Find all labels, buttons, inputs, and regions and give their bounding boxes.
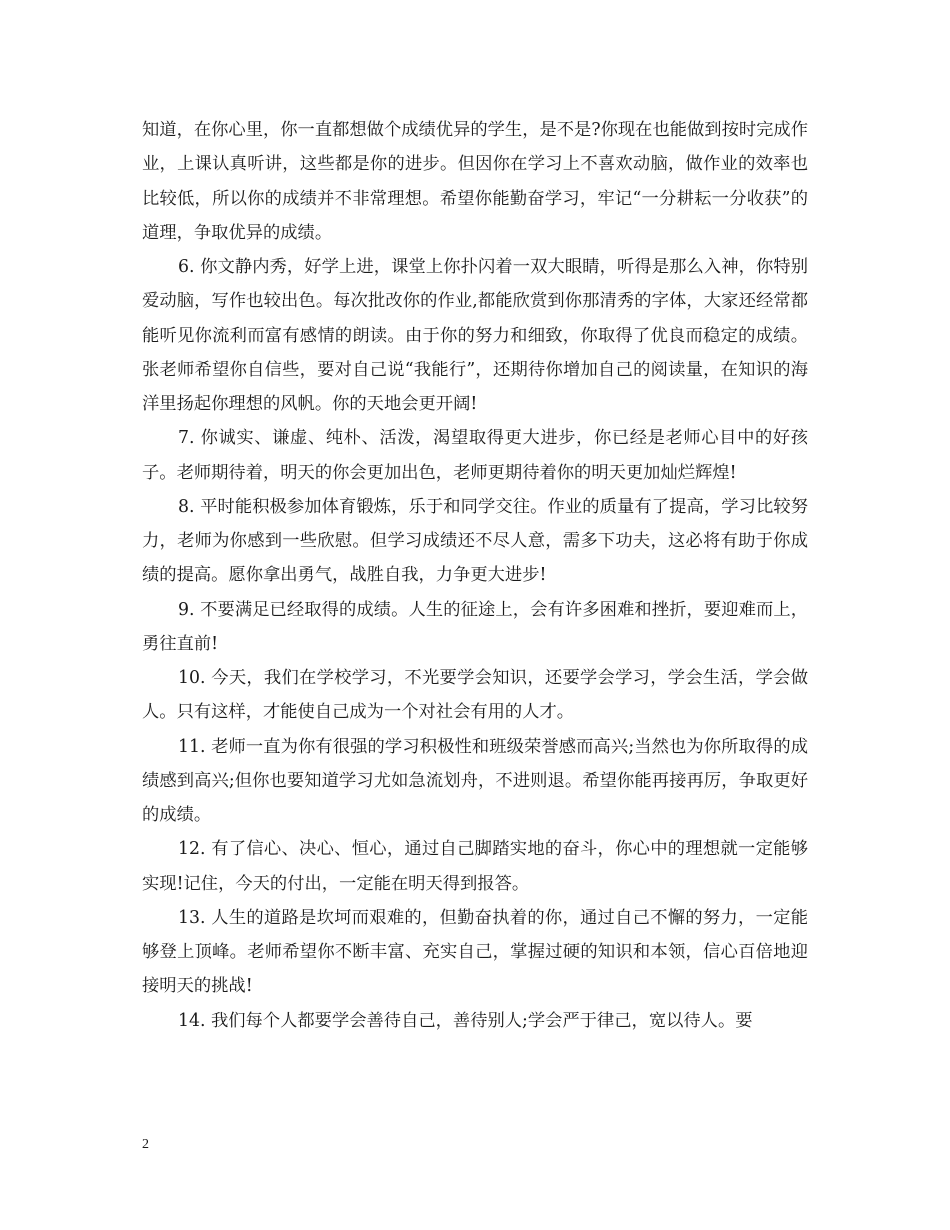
- page-number: 2: [142, 1137, 149, 1152]
- paragraph-item-10: 10. 今天，我们在学校学习，不光要学会知识，还要学会学习，学会生活，学会做人。只有这样，才能使自己成为一个对社会有用的人才。: [142, 668, 808, 723]
- paragraph-item-9: 9. 不要满足已经取得的成绩。人生的征途上，会有许多困难和挫折，要迎难而上，勇往直前!: [142, 599, 808, 654]
- paragraph-item-7: 7. 你诚实、谦虚、纯朴、活泼，渴望取得更大进步，你已经是老师心目中的好孩子。老师期待着，明天的你会更加出色，老师更期待着你的明天更加灿烂辉煌!: [142, 428, 808, 483]
- paragraph-item-11: 11. 老师一直为你有很强的学习积极性和班级荣誉感而高兴;当然也为你所取得的成绩感到高兴;但你也要知道学习尤如急流划舟，不进则退。希望你能再接再厉，争取更好的成绩。: [142, 736, 808, 825]
- paragraph-item-13: 13. 人生的道路是坎坷而艰难的，但勤奋执着的你，通过自己不懈的努力，一定能够登上顶峰。老师希望你不断丰富、充实自己，掌握过硬的知识和本领，信心百倍地迎接明天的挑战!: [142, 907, 808, 997]
- paragraph-item-6: 6. 你文静内秀，好学上进，课堂上你扑闪着一双大眼睛，听得是那么入神，你特别爱动脑，写作也较出色。每次批改你的作业,都能欣赏到你那清秀的字体，大家还经常都能听见你流利而富有感情的朗读。由于你的努力和细致，你取得了优良而稳定的成绩。张老师希望你自信些，要对自己说“我能行”，还期待你增加自己的阅读量，在知识的海洋里扬起你理想的风帆。你的天地会更开阔!: [142, 257, 808, 414]
- paragraph-item-14: 14. 我们每个人都要学会善待自己，善待别人;学会严于律己，宽以待人。要: [178, 1010, 753, 1031]
- body-text: [142, 113, 808, 1038]
- paragraph-continuation: 知道，在你心里，你一直都想做个成绩优异的学生，是不是?你现在也能做到按时完成作业，上课认真听讲，这些都是你的进步。但因你在学习上不喜欢动脑，做作业的效率也比较低，所以你的成绩并不非常理想。希望你能勤奋学习，牢记“一分耕耘一分收获”的道理，争取优异的成绩。: [142, 120, 808, 243]
- paragraph-item-8: 8. 平时能积极参加体育锻炼，乐于和同学交往。作业的质量有了提高，学习比较努力，老师为你感到一些欣慰。但学习成绩还不尽人意，需多下功夫，这必将有助于你成绩的提高。愿你拿出勇气，战胜自我，力争更大进步!: [142, 496, 808, 586]
- paragraph-item-12: 12. 有了信心、决心、恒心，通过自己脚踏实地的奋斗，你心中的理想就一定能够实现!记住，今天的付出，一定能在明天得到报答。: [142, 839, 808, 894]
